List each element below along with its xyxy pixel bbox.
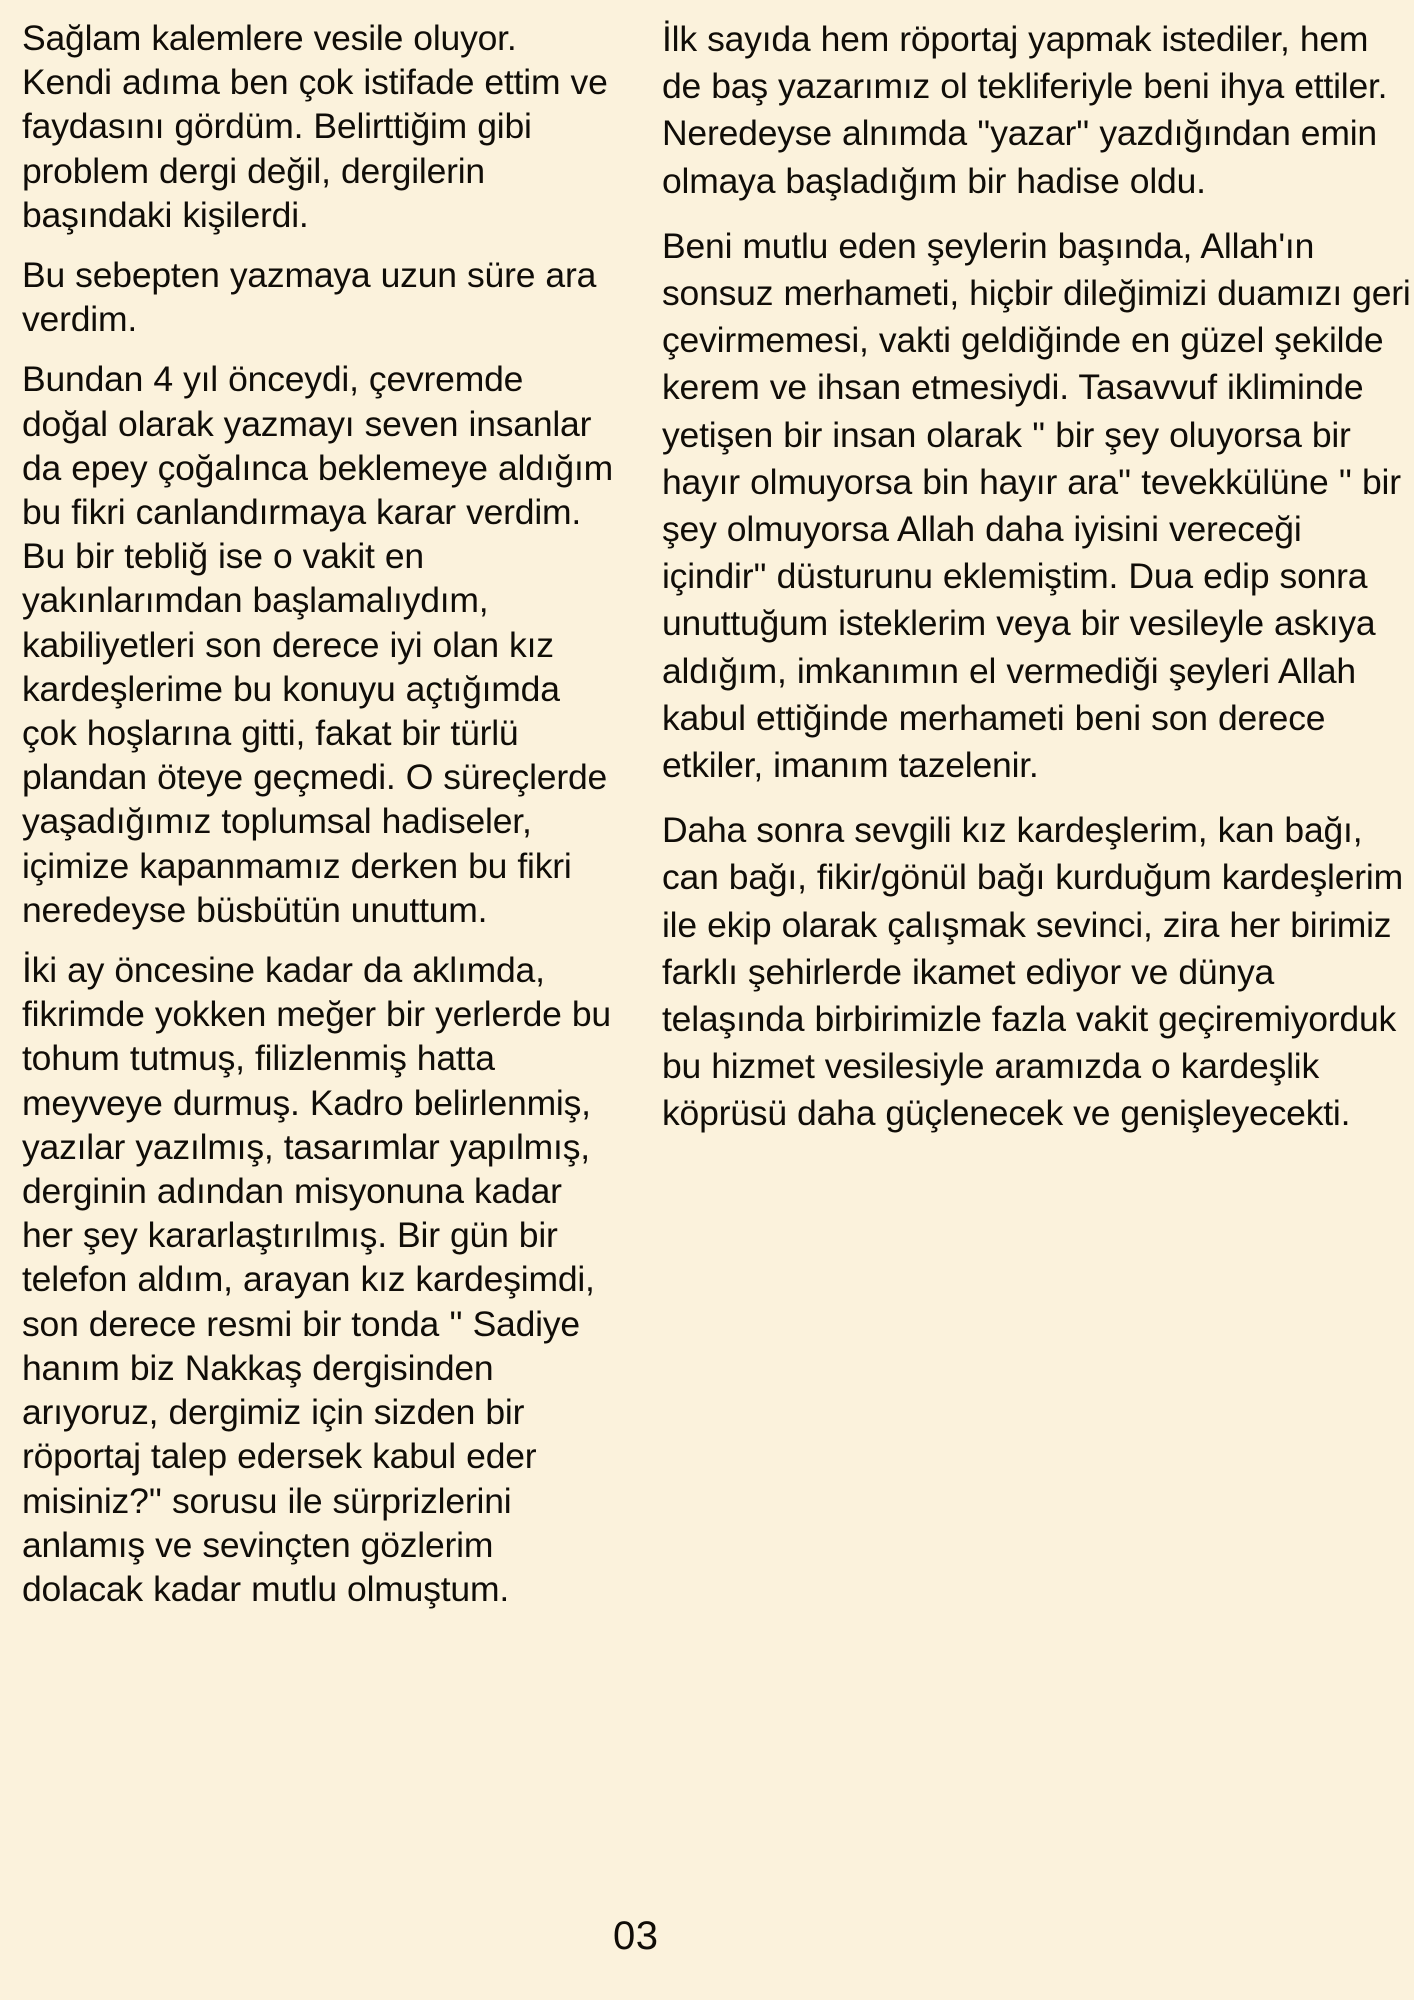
paragraph: Daha sonra sevgili kız kardeşlerim, kan bağı, can bağı, fikir/gönül bağı kurduğum kardeşlerim ile ekip olarak çalışmak sevinci, zira her birimiz farklı şehirlerde ikamet ediyor ve dünya telaşında birbirimizle fazla vakit geçiremiyorduk bu hizmet vesilesiyle aramızda o kardeşlik köprüsü daha güçlenecek ve genişleyecekti. [662, 810, 1403, 1134]
right-text-column [640, 0, 1414, 1156]
paragraph: Bu sebepten yazmaya uzun süre ara verdim. [22, 255, 597, 340]
paragraph: İlk sayıda hem röportaj yapmak istediler, hem de baş yazarımız ol tekliferiyle beni ihya ettiler. Neredeyse alnımda ''yazar'' yazdığından emin olmaya başladığım bir hadise oldu. [662, 19, 1388, 201]
page-number: 03 [613, 1914, 659, 1958]
paragraph: Sağlam kalemlere vesile oluyor. Kendi adıma ben çok istifade ettim ve faydasını gördüm. Belirttiğim gibi problem dergi değil, dergilerin başındaki kişilerdi. [22, 18, 608, 235]
paragraph: Bundan 4 yıl önceydi, çevremde doğal olarak yazmayı seven insanlar da epey çoğalınca beklemeye aldığım bu fikri canlandırmaya karar verdim. Bu bir tebliğ ise o vakit en yakınlarımdan başlamalıydım, kabiliyetleri son derece iyi olan kız kardeşlerime bu konuyu açtığımda çok hoşlarına gitti, fakat bir türlü plandan öteye geçmedi. O süreçlerde yaşadığımız toplumsal hadiseler, içimize kapanmamız derken bu fikri neredeyse büsbütün unuttum. [22, 359, 613, 930]
left-text-column [0, 0, 640, 1627]
paragraph: Beni mutlu eden şeylerin başında, Allah'ın sonsuz merhameti, hiçbir dileğimizi duamızı geri çevirmemesi, vakti geldiğinde en güzel şekilde kerem ve ihsan etmesiydi. Tasavvuf ikliminde yetişen bir insan olarak '' bir şey oluyorsa bir hayır olmuyorsa bin hayır ara'' tevekkülüne '' bir şey olmuyorsa Allah daha iyisini vereceği içindir'' düsturunu eklemiştim. Dua edip sonra unuttuğum isteklerim veya bir vesileyle askıya aldığım, imkanımın el vermediği şeyleri Allah kabul ettiğinde merhameti beni son derece etkiler, imanım tazelenir. [662, 225, 1411, 786]
paragraph: İki ay öncesine kadar da aklımda, fikrimde yokken meğer bir yerlerde bu tohum tutmuş, filizlenmiş hatta meyveye durmuş. Kadro belirlenmiş, yazılar yazılmış, tasarımlar yapılmış, derginin adından misyonuna kadar her şey kararlaştırılmış. Bir gün bir telefon aldım, arayan kız kardeşimdi, son derece resmi bir tonda '' Sadiye hanım biz Nakkaş dergisinden arıyoruz, dergimiz için sizden bir röportaj talep edersek kabul eder misiniz?'' sorusu ile sürprizlerini anlamış ve sevinçten gözlerim dolacak kadar mutlu olmuştum. [22, 950, 611, 1609]
